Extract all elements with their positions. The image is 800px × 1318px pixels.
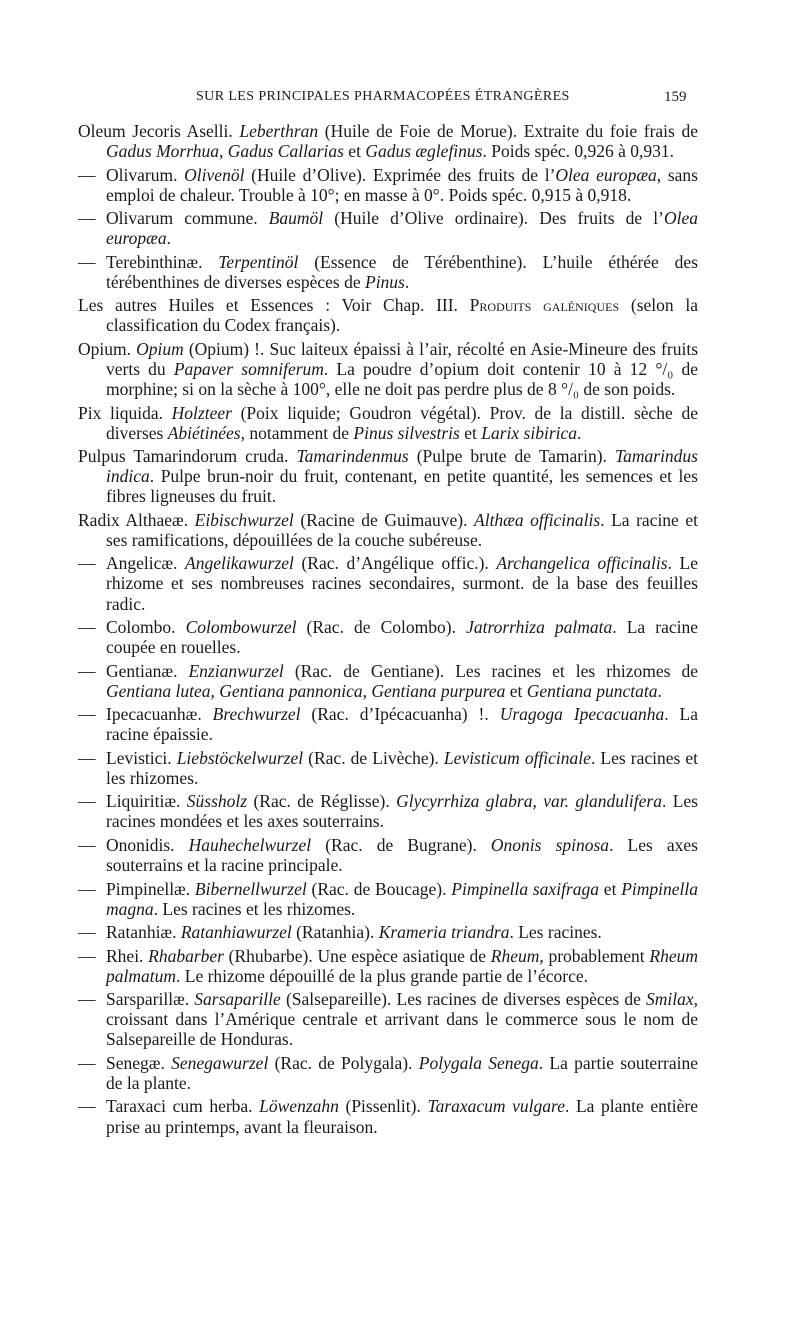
entry-text: . La racine coupée en rouelles. (106, 617, 699, 658)
entry-text: Pimpinellæ. (106, 878, 195, 899)
italic-term: Papaver somniferum (173, 358, 324, 379)
pharmacopoeia-entry (78, 835, 698, 875)
entry-text: Radix Althaeæ. (78, 509, 195, 530)
entry-text: et (459, 422, 482, 443)
pharmacopoeia-entry (78, 748, 698, 788)
italic-term: Archangelica officinalis (496, 553, 668, 574)
continuation-dash: — (78, 617, 96, 638)
pharmacopoeia-entry (78, 165, 698, 205)
italic-term: Olivenöl (184, 164, 245, 185)
entry-text: (Racine de Guimauve). (293, 509, 475, 530)
italic-term: Gentiana pannonica (219, 680, 363, 701)
entry-text: et (343, 141, 366, 162)
entry-text: Angelicæ. (106, 553, 186, 574)
italic-term: Colombowurzel (185, 617, 297, 638)
pharmacopoeia-entry (78, 295, 698, 335)
italic-term: Senegawurzel (171, 1052, 269, 1073)
italic-term: Gentiana lutea (106, 680, 211, 701)
continuation-dash: — (78, 704, 96, 725)
italic-term: Jatrorrhiza palmata (466, 617, 613, 638)
pharmacopoeia-entry (78, 922, 698, 942)
entry-text: . Les racines et les rhizomes. (153, 898, 356, 919)
pharmacopoeia-entry (78, 252, 698, 292)
continuation-dash: — (78, 945, 96, 966)
italic-term: Pinus (365, 271, 405, 292)
entry-text: (Rac. de Réglisse). (247, 791, 397, 812)
entry-text: , (210, 680, 220, 701)
pharmacopoeia-entry (78, 1096, 698, 1136)
pharmacopoeia-entry (78, 791, 698, 831)
page-number: 159 (664, 89, 687, 105)
italic-term: Rheum palmatum (106, 945, 698, 986)
entry-text: Colombo. (106, 617, 186, 638)
entry-text: Liquiritiæ. (106, 791, 187, 812)
entry-text: (Pissenlit). (338, 1096, 428, 1117)
entry-text: et (505, 680, 527, 701)
continuation-dash: — (78, 660, 96, 681)
pharmacopoeia-entry (78, 946, 698, 986)
entry-text: Ipecacuanhæ. (106, 704, 213, 725)
pharmacopoeia-entry (78, 661, 698, 701)
italic-term: Opium (136, 338, 184, 359)
italic-term: Eibischwurzel (194, 509, 294, 530)
continuation-dash: — (78, 1052, 96, 1073)
continuation-dash: — (78, 208, 96, 229)
pharmacopoeia-entry (78, 121, 698, 161)
entry-text: . Les axes souterrains et la racine principale. (106, 834, 698, 876)
italic-term: Holzteer (171, 402, 232, 423)
entry-text: (Pulpe brute de Tamarin). (408, 446, 615, 467)
entry-text: . Les racines. (509, 922, 602, 943)
pharmacopoeia-entry (78, 208, 698, 248)
entry-text: . (657, 680, 662, 701)
entry-text: , probablement (539, 945, 650, 966)
entry-text: (Rac. de Polygala). (268, 1052, 419, 1073)
pharmacopoeia-entry (78, 403, 698, 443)
entry-text: . La poudre d’opium doit contenir 10 à 12 °/₀ de morphine; si on la sèche à 100°, elle ne doit pas perdre plus de 8 °/₀ de son poids. (106, 358, 698, 400)
italic-term: Pimpinella magna (106, 878, 699, 919)
italic-term: Bibernellwurzel (194, 878, 307, 899)
pharmacopoeia-entry (78, 989, 698, 1049)
entry-text: . La racine épaissie. (106, 704, 698, 745)
entry-text: . Les racines et les rhizomes. (106, 747, 699, 788)
entry-text: (Essence de Térébenthine). L’huile éthérée des térébenthines de diverses espèces de (106, 251, 698, 292)
entry-text: . La partie souterraine de la plante. (106, 1052, 699, 1093)
entry-text: , (218, 141, 228, 162)
continuation-dash: — (78, 553, 96, 574)
italic-term: Rheum (490, 945, 540, 966)
italic-term: Terpentinöl (218, 251, 299, 272)
pharmacopoeia-entry (78, 339, 698, 399)
entry-text: Les autres Huiles et Essences : Voir Chap. III. (78, 295, 470, 316)
italic-term: Gentiana purpurea (371, 680, 506, 701)
entry-text: Sarsparillæ. (106, 989, 195, 1010)
entry-list (78, 121, 698, 1140)
pharmacopoeia-entry (78, 1053, 698, 1093)
italic-term: Leberthran (239, 121, 319, 141)
pharmacopoeia-entry (78, 553, 698, 613)
entry-text: et (599, 878, 622, 899)
entry-text: . La racine et ses ramifications, dépouillées de la couche subéreuse. (106, 509, 698, 550)
entry-text: . (577, 422, 582, 443)
entry-text: . Les racines mondées et les axes souterrains. (106, 791, 698, 832)
entry-text: (Salsepareille). Les racines de diverses espèces de (280, 989, 646, 1010)
entry-text: (Rhubarbe). Une espèce asiatique de (223, 945, 491, 966)
continuation-dash: — (78, 1096, 96, 1117)
pharmacopoeia-entry (78, 617, 698, 657)
entry-text: (Rac. de Gentiane). Les racines et les rhizomes de (283, 660, 698, 681)
italic-term: Glycyrrhiza glabra, var. glandulifera (396, 791, 662, 812)
italic-term: Polygala Senega (418, 1052, 539, 1073)
italic-term: Levisticum officinale (443, 747, 591, 768)
italic-term: Krameria triandra (378, 922, 510, 943)
italic-term: Ononis spinosa (490, 834, 610, 855)
italic-term: Brechwurzel (212, 704, 301, 725)
entry-text: . La plante entière prise au printemps, avant la fleuraison. (106, 1096, 698, 1137)
continuation-dash: — (78, 834, 96, 855)
entry-text: (Poix liquide; Goudron végétal). Prov. de la distill. sèche de diverses (106, 402, 698, 443)
entry-text: (Rac. d’Ipécacuanha) !. (300, 704, 500, 725)
entry-text: Ratanhiæ. (106, 922, 181, 943)
italic-term: Hauhechelwurzel (188, 834, 312, 855)
entry-text: , sans emploi de chaleur. Trouble à 10°; en masse à 0°. Poids spéc. 0,915 à 0,918. (106, 164, 698, 205)
italic-term: Süssholz (186, 791, 248, 812)
italic-term: Smilax (646, 989, 694, 1010)
italic-term: Sarsaparille (194, 989, 281, 1010)
entry-text: Olivarum commune. (106, 208, 269, 229)
italic-term: Angelikawurzel (185, 553, 294, 574)
entry-text: . (404, 271, 410, 292)
running-header (0, 89, 800, 113)
italic-term: Larix sibirica (481, 422, 578, 443)
continuation-dash: — (78, 251, 96, 272)
italic-term: Rhabarber (148, 945, 224, 966)
pharmacopoeia-entry (78, 879, 698, 919)
italic-term: Gadus Callarias (227, 141, 344, 162)
entry-text: . Pulpe brun-noir du fruit, contenant, en petite quantité, les semences et les fibres ligneuses du fruit. (106, 466, 698, 507)
italic-term: Pinus silvestris (353, 422, 460, 443)
entry-text: Oleum Jecoris Aselli. (78, 121, 240, 141)
italic-term: Tamarindus indica (106, 446, 698, 487)
entry-text: , (362, 680, 372, 701)
entry-text: . Poids spéc. 0,926 à 0,931. (482, 141, 675, 162)
entry-text: (Huile d’Olive). Exprimée des fruits de l’ (244, 164, 556, 185)
italic-term: Uragoga Ipecacuanha (499, 704, 665, 725)
italic-term: Gadus Morrhua (106, 141, 219, 162)
continuation-dash: — (78, 747, 96, 768)
italic-term: Baumöl (268, 208, 324, 229)
entry-text: , croissant dans l’Amérique centrale et arrivant dans le commerce sous le nom de Salsepareille de Honduras. (106, 989, 699, 1050)
entry-text: Levistici. (106, 747, 177, 768)
entry-text: (Opium) !. Suc laiteux épaissi à l’air, récolté en Asie-Mineure des fruits verts du (106, 338, 699, 379)
entry-text: , notamment de (240, 422, 354, 443)
entry-text: (Rac. d’Angélique offic.). (293, 553, 497, 574)
entry-text: Pix liquida. (78, 402, 172, 423)
entry-text: (Huile de Foie de Morue). Extraite du foie frais de (318, 121, 698, 141)
entry-text: . Le rhizome dépouillé de la plus grande partie de l’écorce. (176, 965, 589, 986)
italic-term: Liebstöckelwurzel (176, 747, 304, 768)
italic-term: Taraxacum vulgare (427, 1096, 565, 1117)
italic-term: Löwenzahn (259, 1096, 339, 1117)
entry-text: (Rac. de Boucage). (306, 878, 452, 899)
italic-term: Olea europæa (106, 208, 698, 249)
small-caps-text: Produits galéniques (469, 295, 620, 316)
italic-term: Tamarindenmus (296, 446, 409, 467)
pharmacopoeia-entry (78, 446, 698, 506)
continuation-dash: — (78, 164, 96, 185)
entry-text: Pulpus Tamarindorum cruda. (78, 446, 297, 467)
entry-text: Rhei. (106, 945, 149, 966)
italic-term: Ratanhiawurzel (180, 922, 292, 943)
entry-text: (Ratanhia). (291, 922, 379, 943)
continuation-dash: — (78, 791, 96, 812)
entry-text: Opium. (78, 338, 137, 359)
italic-term: Olea europæa (555, 164, 657, 185)
italic-term: Enzianwurzel (188, 660, 284, 681)
entry-text: (selon la classification du Codex français). (106, 295, 698, 336)
running-title: SUR LES PRINCIPALES PHARMACOPÉES ÉTRANGÈRES (196, 89, 570, 104)
entry-text: (Rac. de Colombo). (296, 617, 467, 638)
entry-text: . (166, 228, 171, 249)
entry-text: (Rac. de Livèche). (303, 747, 444, 768)
italic-term: Althæa officinalis (474, 509, 601, 530)
entry-text: Senegæ. (106, 1052, 172, 1073)
italic-term: Gadus æglefinus (365, 141, 483, 162)
entry-text: Gentianæ. (106, 660, 189, 681)
entry-text: . Le rhizome et ses nombreuses racines secondaires, surmont. de la base des feuilles radic. (106, 553, 698, 614)
pharmacopoeia-entry (78, 704, 698, 744)
pharmacopoeia-entry (78, 510, 698, 550)
italic-term: Pimpinella saxifraga (451, 878, 599, 899)
entry-text: Ononidis. (106, 834, 189, 855)
entry-text: Taraxaci cum herba. (106, 1096, 260, 1117)
continuation-dash: — (78, 878, 96, 899)
continuation-dash: — (78, 989, 96, 1010)
entry-text: (Rac. de Bugrane). (311, 834, 491, 855)
italic-term: Gentiana punctata (526, 680, 658, 701)
italic-term: Abiétinées (167, 422, 241, 443)
entry-text: (Huile d’Olive ordinaire). Des fruits de l’ (323, 208, 664, 229)
entry-text: Olivarum. (106, 164, 185, 185)
entry-text: Terebinthinæ. (106, 251, 219, 272)
continuation-dash: — (78, 922, 96, 943)
